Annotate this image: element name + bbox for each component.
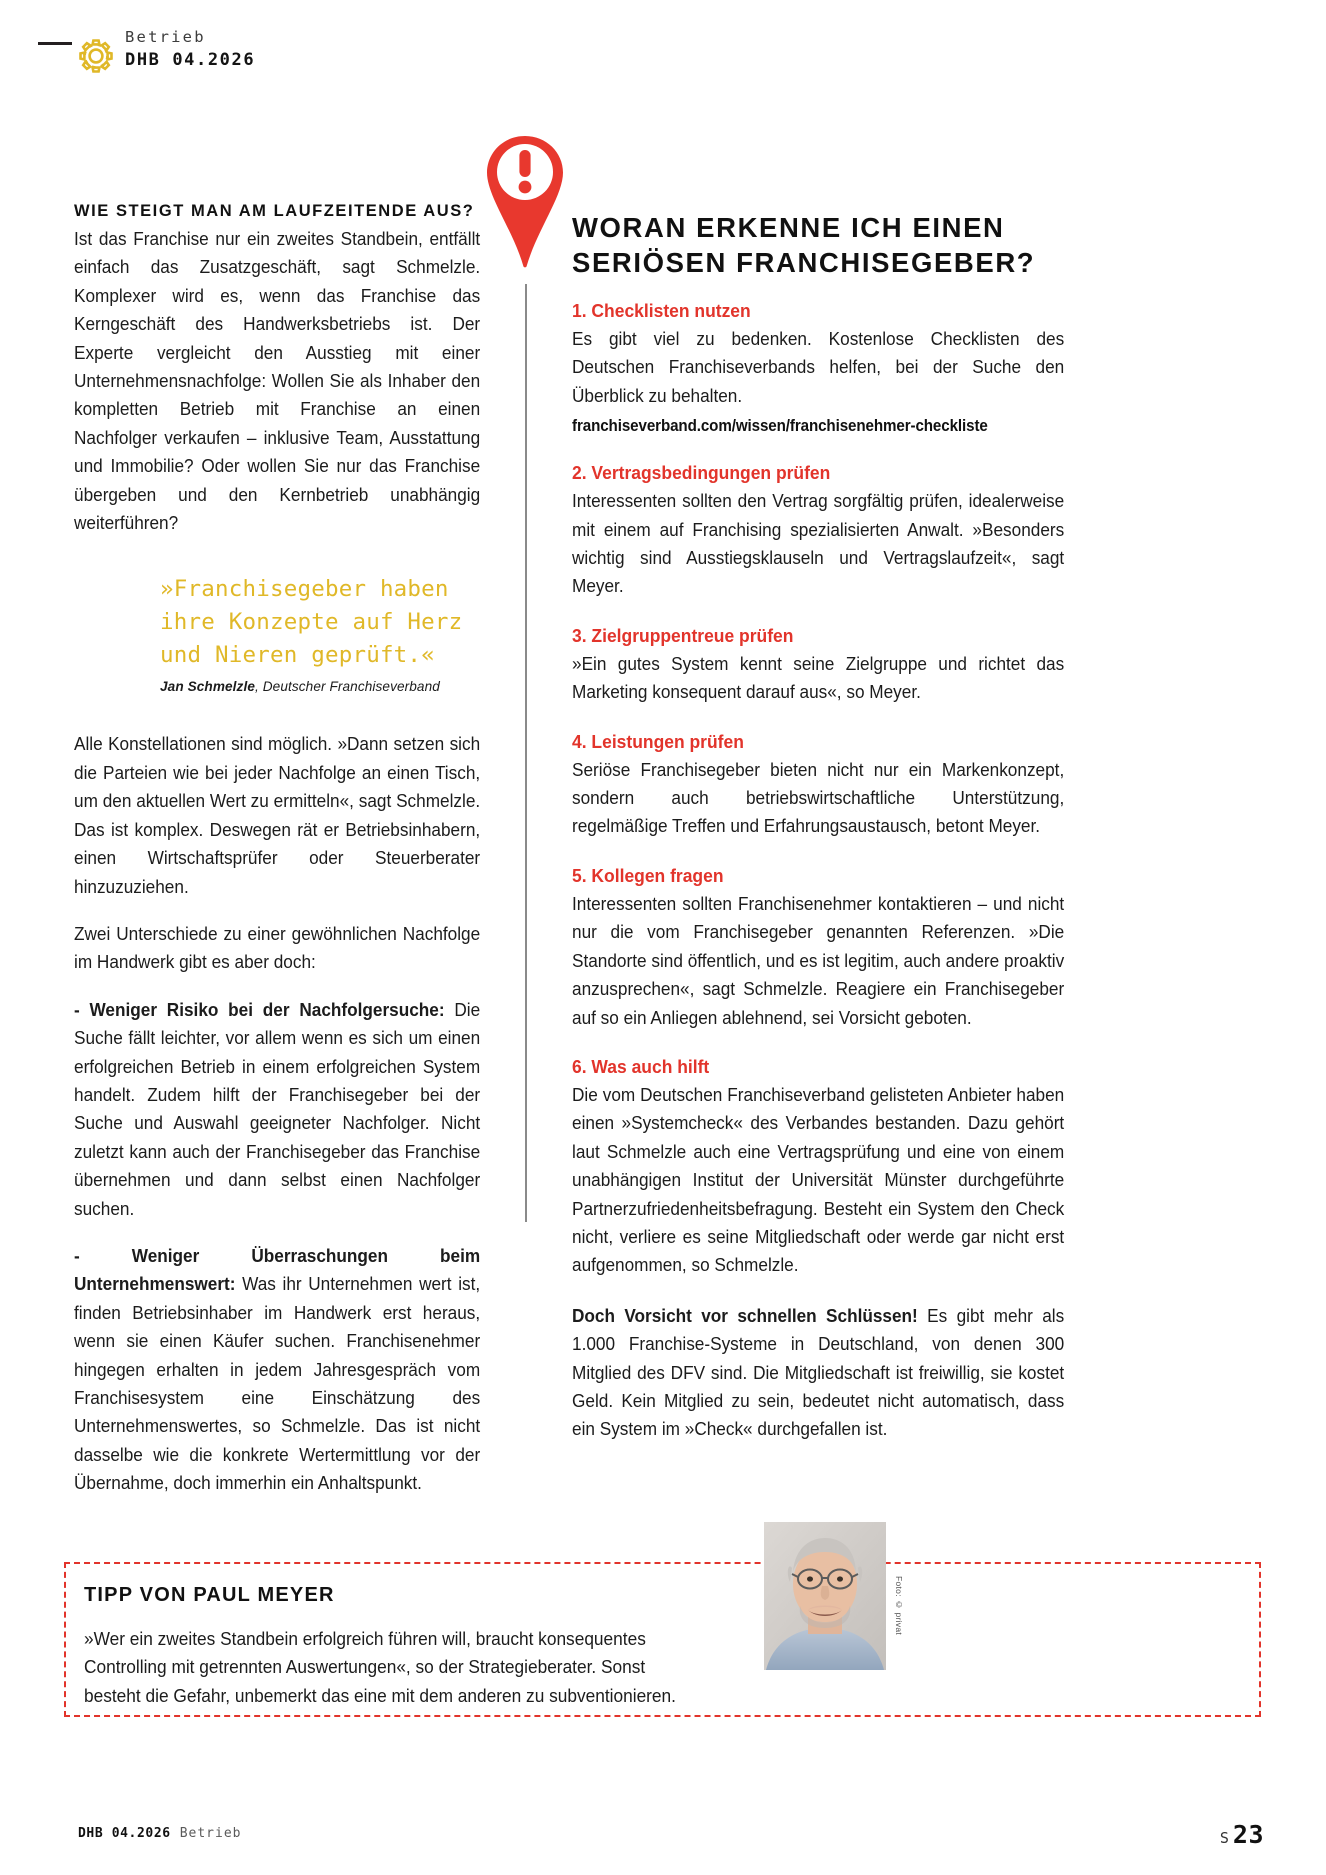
pull-quote-author: Jan Schmelzle xyxy=(160,679,255,695)
bullet-1-lead: - Weniger Risiko bei der Nachfolgersuche: xyxy=(74,998,445,1020)
footer-left xyxy=(78,1826,242,1841)
page-header xyxy=(0,28,1326,84)
pull-quote-text: »Franchisegeber haben ihre Konzepte auf Herz und Nieren geprüft.« xyxy=(160,576,463,669)
footer-right xyxy=(1220,1820,1264,1849)
closing-lead: Doch Vorsicht vor schnellen Schlüssen! xyxy=(572,1304,918,1326)
step-title-6: 6. Was auch hilft xyxy=(572,1055,710,1077)
gear-icon xyxy=(76,34,116,78)
step-title-3: 3. Zielgruppentreue prüfen xyxy=(572,624,794,646)
pull-quote-org: , Deutscher Franchiseverband xyxy=(255,679,440,695)
pull-quote-attribution xyxy=(160,679,480,694)
header-rule xyxy=(38,42,72,45)
closing-paragraph xyxy=(572,1302,1064,1444)
step-text-2: Interessenten sollten den Vertrag sorgfältig prüfen, idealerweise mit einem auf Franchising spezialisierten Anwalt. »Besonders wichtig sind Ausstiegsklauseln und Vertragslaufzeit«, sagt Meyer. xyxy=(572,490,1065,597)
footer-section: Betrieb xyxy=(179,1826,242,1841)
left-subheading: WIE STEIGT MAN AM LAUFZEITENDE AUS? xyxy=(74,202,475,220)
step-title-2: 2. Vertragsbedingungen prüfen xyxy=(572,462,831,484)
header-title-group xyxy=(125,27,255,71)
checklist-url[interactable]: franchiseverband.com/wissen/franchisenehmer-checkliste xyxy=(572,417,988,436)
right-column xyxy=(572,200,1064,1444)
bullet-2 xyxy=(74,1242,480,1498)
step-block-2 xyxy=(572,460,1064,601)
step-block-1 xyxy=(572,298,1064,438)
tip-box-heading: TIPP VON PAUL MEYER xyxy=(84,1584,335,1606)
bullet-2-lead: - Weniger Überraschungen beim Unternehmenswert: xyxy=(74,1244,481,1295)
step-text-3: »Ein gutes System kennt seine Zielgruppe und richtet das Marketing konsequent darauf aus«, so Meyer. xyxy=(572,652,1065,703)
column-divider xyxy=(525,284,527,1222)
photo-credit: Foto: © privat xyxy=(894,1576,904,1636)
paragraph-3: Zwei Unterschiede zu einer gewöhnlichen Nachfolge im Handwerk gibt es aber doch: xyxy=(74,922,481,973)
header-issue: DHB 04.2026 xyxy=(125,50,256,70)
step-text-6: Die vom Deutschen Franchiseverband gelisteten Anbieter haben einen »Systemcheck« des Verbandes bestanden. Dazu gehört laut Schmelzle auch eine Vertragsprüfung und eine von einem unabhängigen Institut der Universität Münster durchgeführte Partnerzufriedenheitsbefragung. Besteht ein System den Check nicht, verliere es seine Mitgliedschaft oder werde gar nicht erst aufgenommen, so Schmelzle. xyxy=(572,1083,1065,1276)
header-kicker: Betrieb xyxy=(125,28,206,46)
step-text-4: Seriöse Franchisegeber bieten nicht nur ein Markenkonzept, sondern auch betriebswirtschaftliche Unterstützung, regelmäßige Treffen und Erfahrungsaustausch, betont Meyer. xyxy=(572,758,1065,837)
bullet-1 xyxy=(74,996,480,1223)
step-block-6 xyxy=(572,1054,1064,1280)
pull-quote xyxy=(74,573,480,694)
bullet-2-text: Was ihr Unternehmen wert ist, finden Betriebsinhaber im Handwerk erst heraus, wenn sie einen Käufer suchen. Franchisenehmer hingegen erhalten in jedem Jahresgespräch vom Franchisesystem eine Einschätzung des Unternehmenswertes, so Schmelzle. Das ist nicht dasselbe wie die konkrete Wertermittlung vor der Übernahme, doch immerhin ein Anhaltspunkt. xyxy=(74,1273,481,1494)
step-text-1: Es gibt viel zu bedenken. Kostenlose Checklisten des Deutschen Franchiseverbands helfen, bei der Suche den Überblick zu behalten. xyxy=(572,328,1065,406)
step-title-5: 5. Kollegen fragen xyxy=(572,864,724,886)
bullet-1-text: Die Suche fällt leichter, vor allem wenn es sich um einen erfolgreichen Betrieb in einem erfolgreichen System handelt. Zudem hilft der Franchisegeber bei der Suche und Auswahl geeigneter Nachfolger. Nicht zuletzt kann auch der Franchisegeber das Franchise übernehmen und dann selbst einen Nachfolger suchen. xyxy=(74,998,481,1219)
closing-text: Es gibt mehr als 1.000 Franchise-Systeme in Deutschland, von denen 300 Mitglied des DFV sind. Die Mitgliedschaft ist freiwillig, sie kostet Geld. Kein Mitglied zu sein, bedeutet nicht automatisch, dass ein System im »Check« durchgefallen ist. xyxy=(572,1304,1065,1440)
exclamation-pin-icon xyxy=(485,134,565,270)
step-text-5: Interessenten sollten Franchisenehmer kontaktieren – und nicht nur die vom Franchisegeber genannten Referenzen. »Die Standorte sind öffentlich, und es ist legitim, auch andere proaktiv anzusprechen«, sagt Schmelzle. Reagiere ein Franchisegeber auf so ein Anliegen ablehnend, sei Vorsicht geboten. xyxy=(572,892,1065,1028)
tip-box-text: »Wer ein zweites Standbein erfolgreich führen will, braucht konsequentes Controlling mit getrennten Auswertungen«, so der Strategieberater. Sonst besteht die Gefahr, unbemerkt das eine mit dem anderen zu subventionieren. xyxy=(84,1628,676,1706)
paragraph-1: Ist das Franchise nur ein zweites Standbein, entfällt einfach das Zusatzgeschäft, sagt Schmelzle. Komplexer wird es, wenn das Franchise das Kerngeschäft des Handwerksbetriebs ist. Der Experte vergleicht den Ausstieg mit einer Unternehmensnachfolge: Wollen Sie als Inhaber den kompletten Betrieb mit Franchise an einen Nachfolger verkaufen – inklusive Team, Ausstattung und Immobilie? Oder wollen Sie nur das Franchise übergeben und den Kernbetrieb unabhängig weiterführen? xyxy=(74,228,481,534)
footer-page-prefix: S xyxy=(1219,1829,1230,1847)
portrait-photo xyxy=(764,1522,886,1670)
step-block-4 xyxy=(572,729,1064,841)
step-block-3 xyxy=(572,623,1064,707)
paragraph-2: Alle Konstellationen sind möglich. »Dann setzen sich die Parteien wie bei jeder Nachfolge an einen Tisch, um den aktuellen Wert zu ermitteln«, sagt Schmelzle. Das ist komplex. Deswegen rät er Betriebsinhabern, einen Wirtschaftsprüfer oder Steuerberater hinzuzuziehen. xyxy=(74,733,481,897)
footer-issue: DHB 04.2026 xyxy=(78,1826,171,1841)
right-heading: WORAN ERKENNE ICH EINEN SERIÖSEN FRANCHISEGEBER? xyxy=(572,212,1036,278)
left-column xyxy=(74,200,480,1498)
footer-page-number: 23 xyxy=(1232,1820,1264,1849)
tip-box xyxy=(64,1562,1261,1717)
page-footer xyxy=(0,1820,1326,1856)
step-title-1: 1. Checklisten nutzen xyxy=(572,300,751,321)
step-block-5 xyxy=(572,863,1064,1032)
step-title-4: 4. Leistungen prüfen xyxy=(572,730,744,752)
